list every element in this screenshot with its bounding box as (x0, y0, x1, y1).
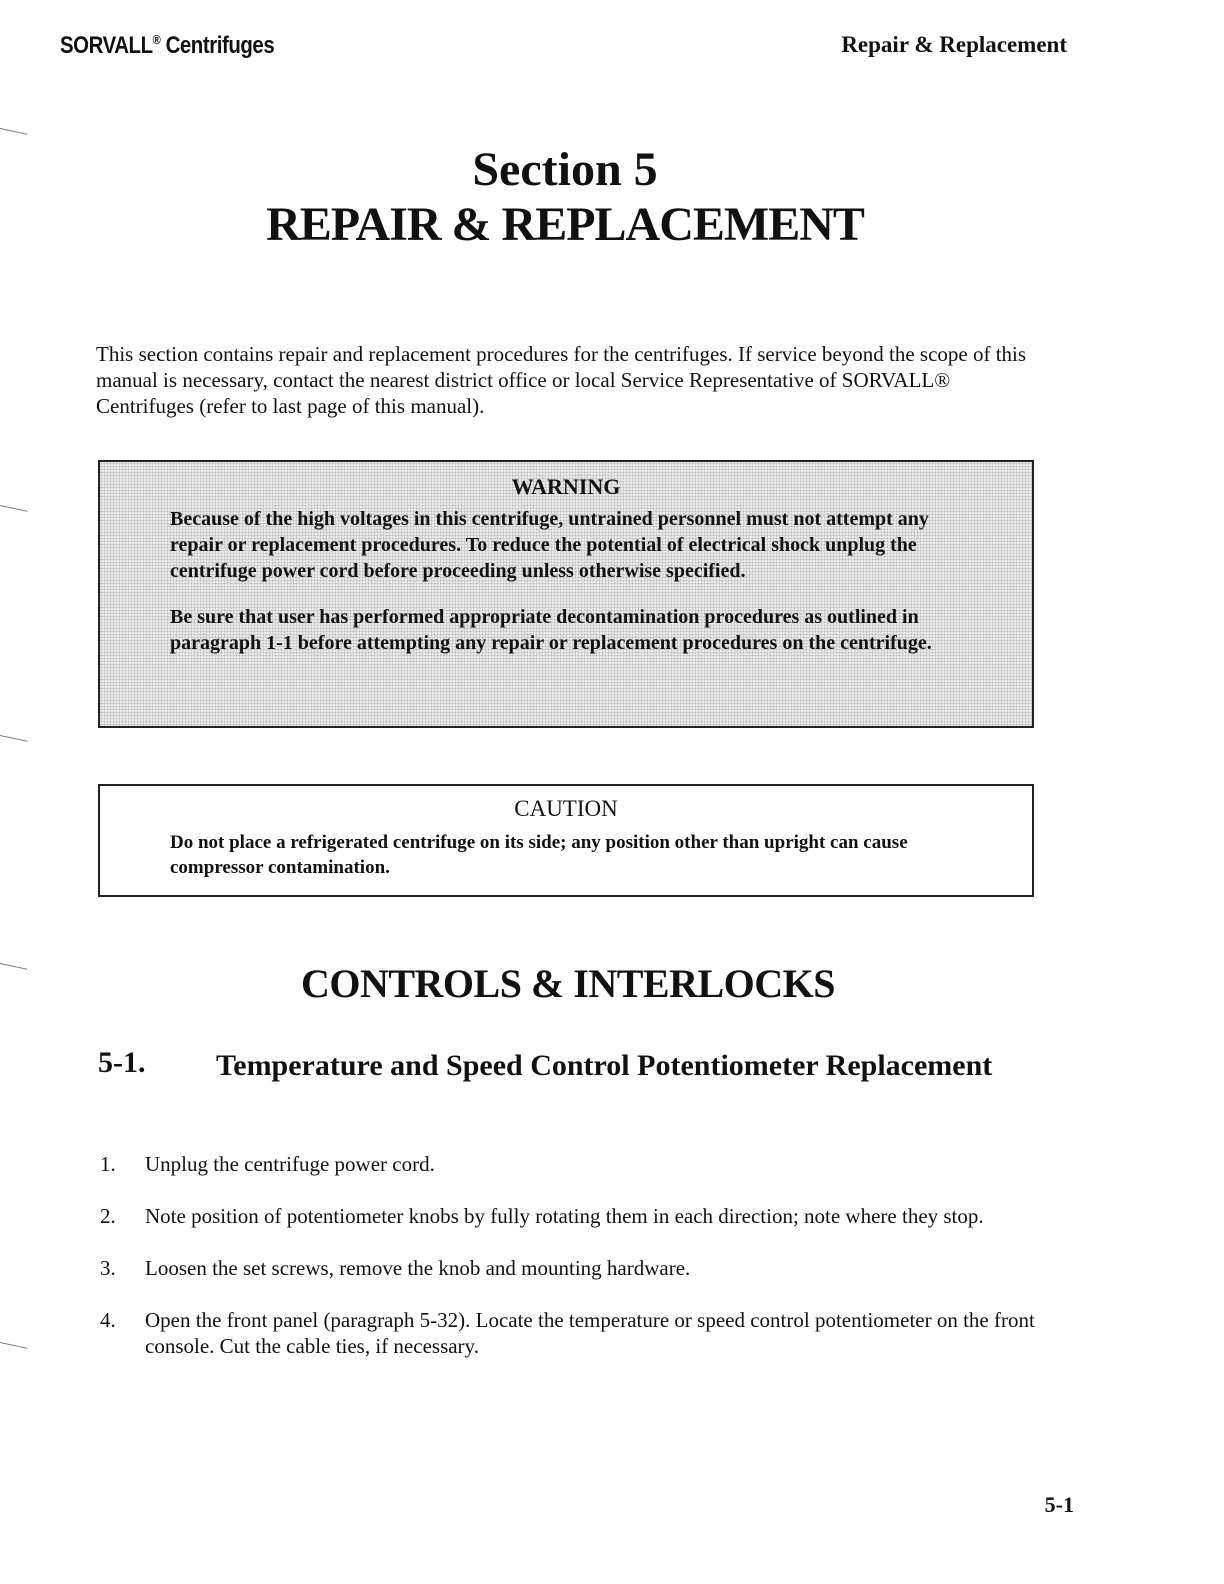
step-number: 3. (100, 1256, 116, 1280)
scan-mark (0, 505, 27, 512)
section-number-title: Section 5 (472, 143, 658, 196)
warning-title: WARNING (511, 474, 621, 499)
warning-paragraph-2: Be sure that user has performed appropriate decontamination procedures as outlined in paragraph 1-1 before attempting any repair or replacement procedures on the centrifuge. (170, 606, 932, 654)
running-header-section: Repair & Replacement (841, 32, 1067, 57)
step-number: 1. (100, 1152, 116, 1176)
caution-text: Do not place a refrigerated centrifuge on its side; any position other than upright can cause compressor contamination. (170, 832, 908, 878)
registered-mark: ® (152, 32, 161, 47)
caution-title: CAUTION (514, 796, 618, 821)
warning-box (98, 460, 1034, 728)
subsection-number: 5-1. (98, 1046, 146, 1079)
scan-mark (0, 735, 27, 742)
warning-paragraph-1: Because of the high voltages in this centrifuge, untrained personnel must not attempt any repair or replacement procedures. To reduce the potential of electrical shock unplug the centrifuge power cord before proceeding unless otherwise specified. (170, 508, 929, 582)
step-text: Open the front panel (paragraph 5-32). Locate the temperature or speed control potentiometer on the front console. Cut the cable ties, if necessary. (145, 1308, 1035, 1358)
scan-mark (0, 1342, 27, 1349)
list-item (100, 1255, 1045, 1281)
scan-mark (0, 128, 27, 135)
procedure-steps (100, 1151, 1045, 1385)
section-title: REPAIR & REPLACEMENT (266, 198, 864, 251)
brand-suffix: Centrifuges (160, 32, 275, 59)
subsection-title: Temperature and Speed Control Potentiometer Replacement (216, 1049, 993, 1082)
step-text: Loosen the set screws, remove the knob and mounting hardware. (145, 1256, 691, 1280)
section-heading: CONTROLS & INTERLOCKS (300, 961, 836, 1006)
step-number: 4. (100, 1308, 116, 1332)
page-number: 5-1 (1044, 1492, 1074, 1517)
step-text: Unplug the centrifuge power cord. (145, 1152, 435, 1176)
running-header-brand (60, 32, 274, 60)
list-item (100, 1307, 1045, 1359)
list-item (100, 1203, 1045, 1229)
step-number: 2. (100, 1204, 116, 1228)
step-text: Note position of potentiometer knobs by fully rotating them in each direction; note where they stop. (145, 1204, 984, 1228)
caution-box (98, 784, 1034, 897)
intro-paragraph: This section contains repair and replacement procedures for the centrifuges. If service beyond the scope of this manual is necessary, contact the nearest district office or local Service Representative of SORVALL® Centrifuges (refer to last page of this manual). (96, 342, 1027, 418)
list-item (100, 1151, 1045, 1177)
brand-name: SORVALL (60, 32, 153, 59)
